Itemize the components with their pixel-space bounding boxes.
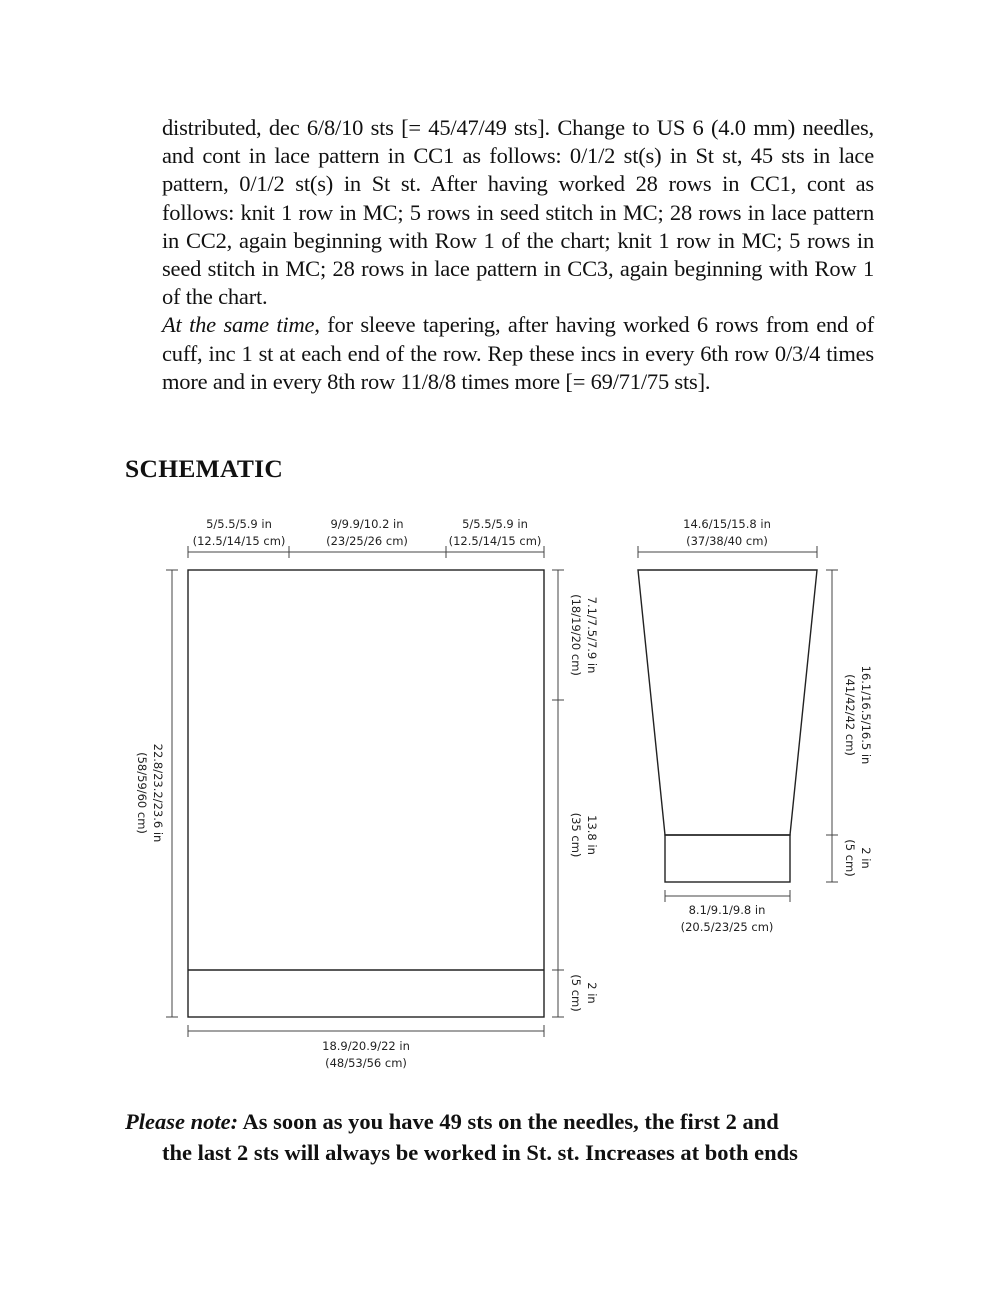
label-sleeve-length-in: 16.1/16.5/16.5 in [859, 665, 873, 765]
label-shoulder-left-in: 5/5.5/5.9 in [206, 517, 272, 531]
label-neck-in: 9/9.9/10.2 in [330, 517, 404, 531]
paragraph-sleeve-tapering [162, 311, 874, 396]
note-lead: Please note: [125, 1109, 239, 1134]
please-note [125, 1106, 875, 1168]
label-shoulder-right-cm: (12.5/14/15 cm) [448, 534, 542, 548]
label-body-length-cm: (58/59/60 cm) [135, 752, 149, 834]
emphasis-same-time: At the same time [162, 312, 315, 338]
label-cuff-cm: (5 cm) [843, 839, 857, 877]
label-sleeve-bottom-in: 8.1/9.1/9.8 in [688, 903, 766, 917]
section-heading: SCHEMATIC [125, 454, 284, 483]
label-sleeve-bottom-cm: (20.5/23/25 cm) [680, 920, 774, 934]
instructions-text [162, 114, 874, 396]
label-body-length-in: 22.8/23.2/23.6 in [151, 743, 165, 843]
label-body-ribbing-in: 2 in [585, 982, 599, 1004]
label-body-width-cm: (48/53/56 cm) [325, 1056, 407, 1070]
label-side-cm: (35 cm) [569, 812, 583, 858]
body-dimension-lines [166, 546, 564, 1037]
paragraph-lace-pattern: distributed, dec 6/8/10 sts [= 45/47/49 sts]. Change to US 6 (4.0 mm) needles, and cont in lace pattern in CC1 as follows: 0/1/2 st(s) in St st, 45 sts in lace pattern, 0/1/2 st(s) in St st. After having worked 28 rows in CC1, cont as follows: knit 1 row in MC; 5 rows in seed stitch in MC; 28 rows in lace pattern in CC2, again beginning with Row 1 of the chart; knit 1 row in MC; 5 rows in seed stitch in MC; 28 rows in lace pattern in CC3, again beginning with Row 1 of the chart. [162, 115, 874, 310]
label-body-ribbing-cm: (5 cm) [569, 974, 583, 1012]
label-shoulder-right-in: 5/5.5/5.9 in [462, 517, 528, 531]
schematic-diagram [0, 500, 1000, 1090]
sleeve-piece [638, 570, 817, 882]
sleeve-outline [638, 570, 817, 835]
sleeve-dimension-lines [638, 546, 838, 902]
label-body-width-in: 18.9/20.9/22 in [322, 1039, 410, 1053]
label-sleeve-top-cm: (37/38/40 cm) [686, 534, 768, 548]
note-line-1: As soon as you have 49 sts on the needles, the first 2 and [238, 1109, 779, 1134]
label-armhole-cm: (18/19/20 cm) [569, 594, 583, 676]
label-neck-cm: (23/25/26 cm) [326, 534, 408, 548]
body-outline [188, 570, 544, 1017]
label-armhole-in: 7.1/7.5/7.9 in [585, 596, 599, 674]
label-cuff-in: 2 in [859, 847, 873, 869]
note-line-2: the last 2 sts will always be worked in St. st. Increases at both ends [162, 1140, 798, 1165]
label-sleeve-length-cm: (41/42/42 cm) [843, 674, 857, 756]
paragraph-sleeve-tapering-text: , for sleeve tapering, after having worked 6 rows from end of cuff, inc 1 st at each end of the row. Rep these incs in every 6th row 0/3/4 times more and in every 8th row 11/8/8 times more [= 69/71/75 sts]. [162, 312, 874, 394]
label-side-in: 13.8 in [585, 815, 599, 855]
sleeve-cuff [665, 835, 790, 882]
label-sleeve-top-in: 14.6/15/15.8 in [683, 517, 771, 531]
label-shoulder-left-cm: (12.5/14/15 cm) [192, 534, 286, 548]
body-piece [188, 570, 544, 1017]
